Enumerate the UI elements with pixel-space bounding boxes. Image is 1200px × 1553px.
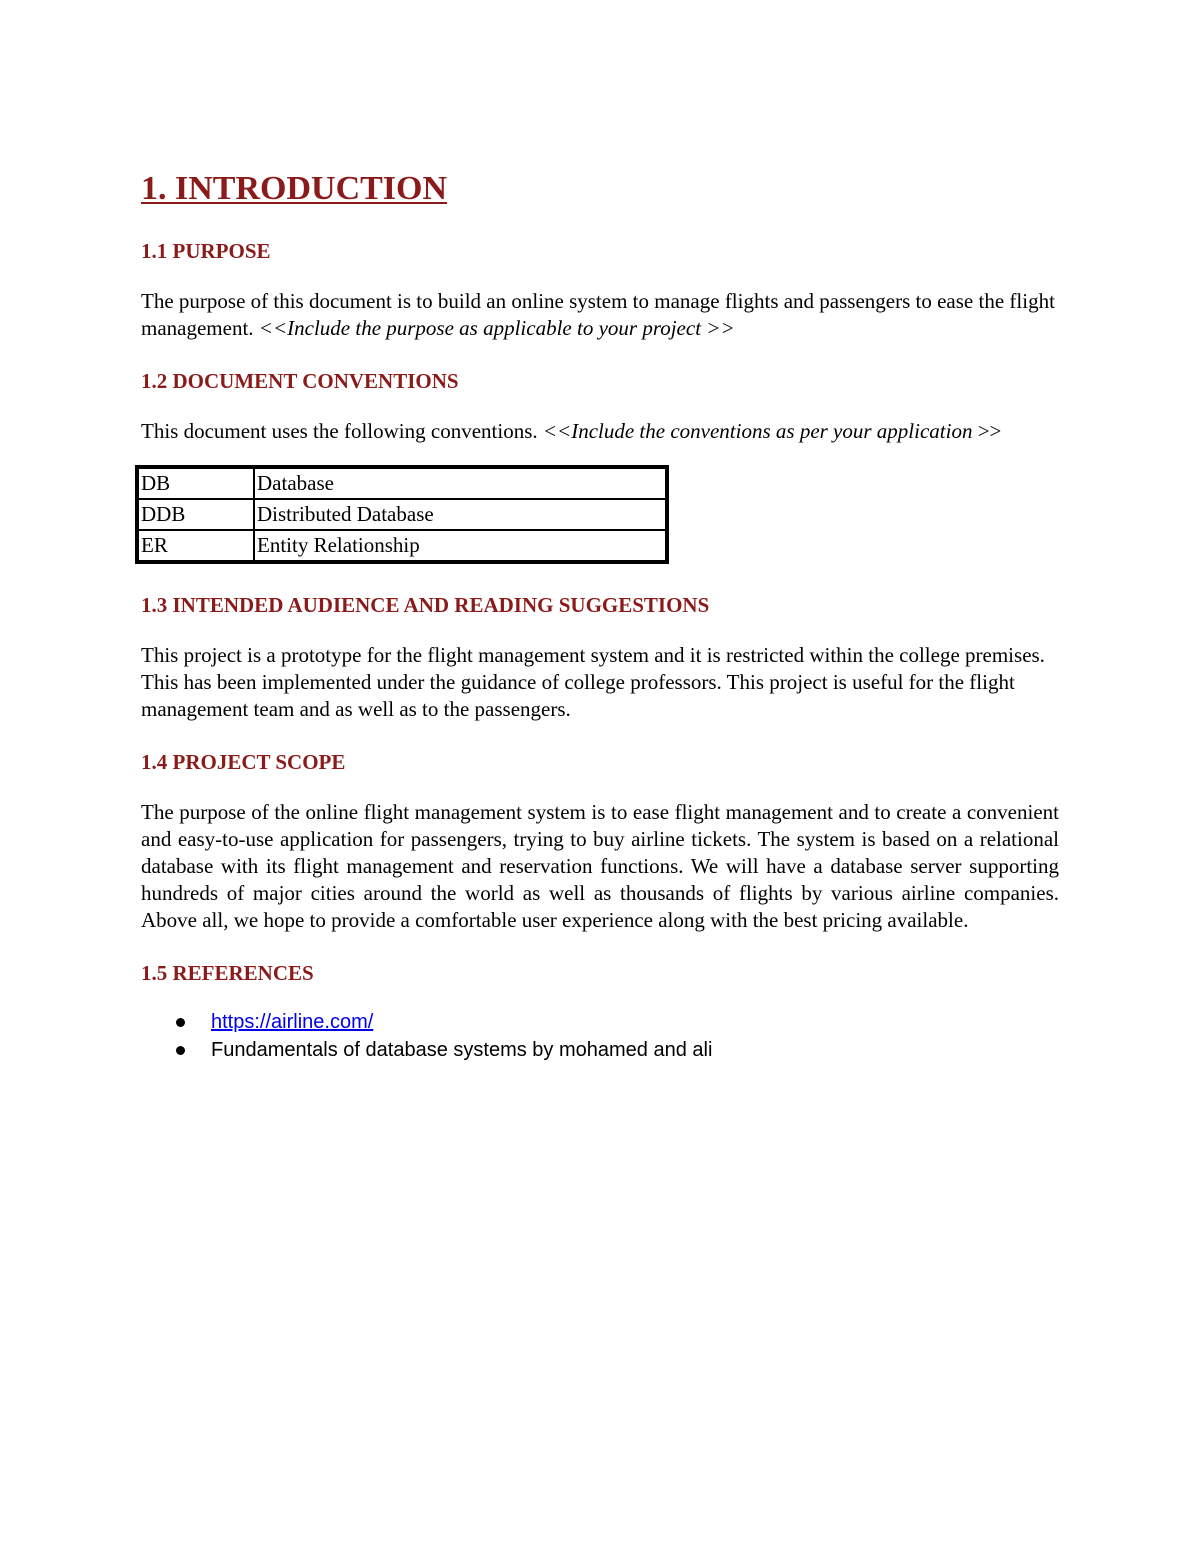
document-page	[141, 168, 1059, 1064]
table-row	[138, 530, 666, 561]
list-item	[141, 1036, 1059, 1064]
table-cell-abbr: DDB	[138, 499, 254, 530]
section-title-purpose: 1.1 PURPOSE	[141, 239, 271, 263]
purpose-text: The purpose of this document is to build an online system to manage flights and passengers to ease the flight management.	[141, 289, 1055, 340]
bullet-icon	[176, 1046, 185, 1055]
purpose-note: <<Include the purpose as applicable to your project >>	[258, 316, 735, 340]
references-list	[141, 1008, 1059, 1064]
conventions-paragraph	[141, 418, 1059, 445]
table-cell-abbr: DB	[138, 468, 254, 499]
table-cell-abbr: ER	[138, 530, 254, 561]
page-title: 1. INTRODUCTION	[141, 170, 448, 207]
reference-link[interactable]: https://airline.com/	[211, 1011, 374, 1033]
table-cell-meaning: Entity Relationship	[254, 530, 666, 561]
section-title-references: 1.5 REFERENCES	[141, 961, 314, 985]
conventions-table	[135, 465, 669, 564]
bullet-icon	[176, 1018, 185, 1027]
section-title-audience: 1.3 INTENDED AUDIENCE AND READING SUGGESTIONS	[141, 593, 710, 617]
table-row	[138, 499, 666, 530]
reference-text: Fundamentals of database systems by mohamed and ali	[211, 1039, 713, 1061]
section-title-scope: 1.4 PROJECT SCOPE	[141, 750, 346, 774]
list-item	[141, 1008, 1059, 1036]
purpose-paragraph	[141, 288, 1059, 342]
conventions-note: <<Include the conventions as per your application	[542, 419, 973, 443]
conventions-text: This document uses the following conventions.	[141, 419, 543, 443]
table-row	[138, 468, 666, 499]
section-title-conventions: 1.2 DOCUMENT CONVENTIONS	[141, 369, 459, 393]
table-cell-meaning: Database	[254, 468, 666, 499]
table-cell-meaning: Distributed Database	[254, 499, 666, 530]
scope-paragraph: The purpose of the online flight management system is to ease flight management and to create a convenient and easy-to-use application for passengers, trying to buy airline tickets. The system is based on a relational database with its flight management and reservation functions. We will have a database server supporting hundreds of major cities around the world as well as thousands of flights by various airline companies. Above all, we hope to provide a comfortable user experience along with the best pricing available.	[141, 800, 1059, 932]
conventions-note-tail: >>	[972, 419, 1002, 443]
audience-paragraph: This project is a prototype for the flight management system and it is restricted within the college premises. This has been implemented under the guidance of college professors. This project is useful for the flight management team and as well as to the passengers.	[141, 643, 1045, 721]
